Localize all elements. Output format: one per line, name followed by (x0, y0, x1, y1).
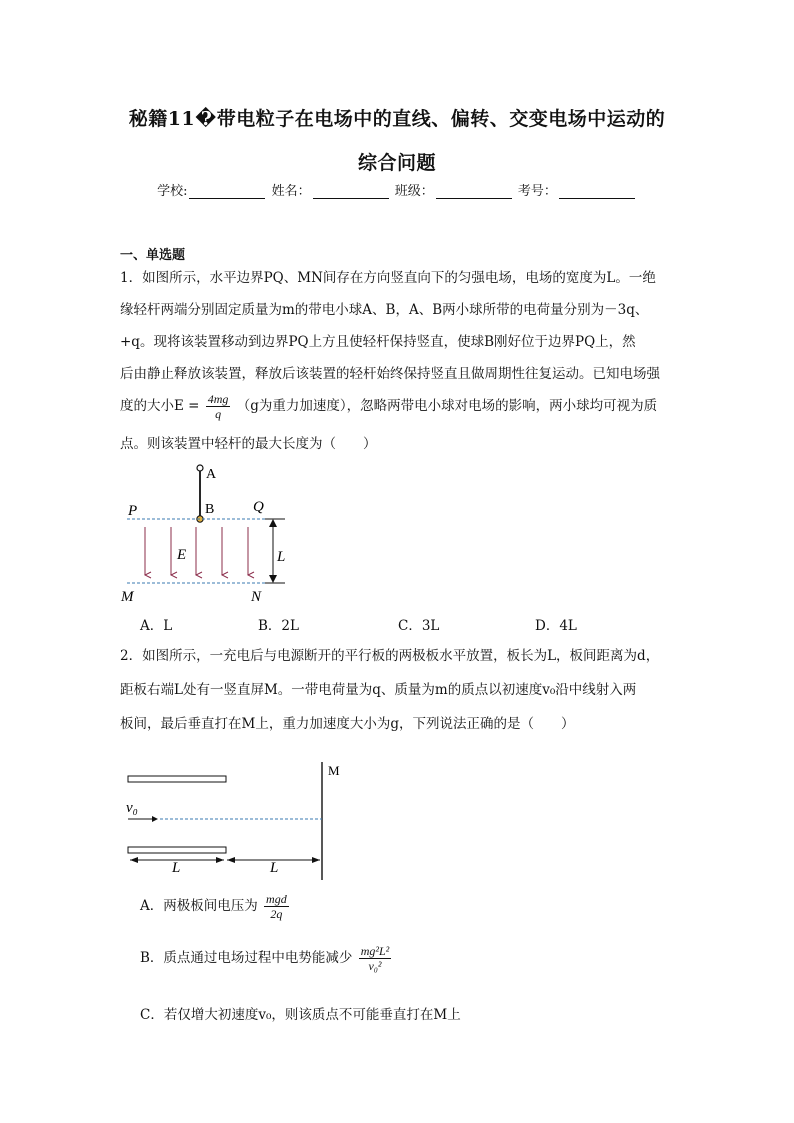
q2-option-b[interactable] (140, 944, 393, 973)
q1-line-1: 1．如图所示，水平边界PQ、MN间存在方向竖直向下的匀强电场，电场的宽度为L。一绝 (120, 270, 656, 286)
q2-option-b-text: B．质点通过电场过程中电势能减少 (140, 950, 353, 966)
q1-option-b[interactable]: B．2L (258, 618, 299, 634)
label-l: L (277, 549, 286, 565)
question-1 (120, 262, 680, 462)
q1-option-d[interactable]: D．4L (535, 618, 577, 634)
fraction-numerator: 4mg (207, 392, 229, 406)
q1-line-6: 点。则该装置中轻杆的最大长度为（ ） (120, 436, 377, 452)
label-m: M (121, 589, 134, 605)
exam-no-blank (559, 186, 635, 199)
exam-no-label: 考号： (517, 184, 557, 199)
section-title: 一、单选题 (120, 248, 186, 263)
label-b: B (205, 502, 215, 517)
dimension-arrow-icon (130, 857, 138, 863)
q2-line-2: 距板右端L处有一竖直屏M。一带电荷量为q、质量为m的质点以初速度v₀沿中线射入两 (120, 682, 637, 698)
potential-energy-fraction (359, 944, 392, 973)
fraction-denominator: 2q (270, 907, 283, 921)
fraction-numerator: mg²L² (360, 944, 390, 958)
dimension-arrow-down-icon (269, 575, 277, 583)
dimension-arrow-up-icon (269, 519, 277, 527)
page-title-line2: 综合问题 (357, 152, 436, 174)
dimension-arrow-icon (216, 857, 224, 863)
label-e: E (177, 547, 187, 563)
page-title-line1: 秘籍11�带电粒子在电场中的直线、偏转、交变电场中运动的 (128, 108, 666, 130)
q1-option-c[interactable]: C．3L (398, 618, 440, 634)
field-strength-fraction (206, 392, 231, 421)
velocity-arrowhead-icon (152, 816, 158, 822)
top-plate (128, 776, 226, 782)
voltage-fraction (264, 892, 289, 921)
school-label: 学校: (157, 184, 188, 199)
student-info-row (0, 180, 794, 199)
q2-option-a[interactable] (140, 892, 291, 921)
label-plate-length: L (172, 860, 181, 876)
q1-figure-electric-field (115, 460, 315, 605)
q2-option-c[interactable]: C．若仅增大初速度v₀，则该质点不可能垂直打在M上 (140, 1007, 461, 1023)
question-2 (120, 640, 680, 740)
name-label: 姓名： (271, 184, 311, 199)
school-blank (189, 186, 265, 199)
label-n: N (251, 589, 262, 605)
q1-line-5 (120, 390, 657, 422)
label-v0: v₀ (126, 800, 138, 816)
dimension-arrow-icon (227, 857, 235, 863)
q1-line-4: 后由静止释放该装置，释放后该装置的轻杆始终保持竖直且做周期性往复运动。已知电场强 (120, 366, 660, 382)
ball-a (197, 465, 203, 471)
q2-figure-parallel-plates (120, 760, 350, 885)
fraction-denominator: v₀² (368, 959, 382, 973)
bottom-plate (128, 847, 226, 853)
q1-line-3: +q。现将该装置移动到边界PQ上方且使轻杆保持竖直，使球B刚好位于边界PQ上，然 (120, 334, 636, 350)
dimension-arrow-icon (312, 857, 320, 863)
class-blank (436, 186, 512, 199)
q1-line-5-pre: 度的大小E = (120, 398, 200, 414)
fraction-denominator: q (215, 407, 222, 421)
label-a: A (206, 467, 217, 482)
q1-option-a[interactable]: A．L (140, 618, 173, 634)
label-screen-m: M (328, 763, 340, 778)
name-blank (313, 186, 389, 199)
class-label: 班级： (394, 184, 434, 199)
q1-line-2: 缘轻杆两端分别固定质量为m的带电小球A、B，A、B两小球所带的电荷量分别为－3q、 (120, 302, 649, 318)
label-p: P (128, 503, 138, 519)
q2-option-a-text: A．两极板间电压为 (140, 898, 258, 914)
label-q: Q (253, 499, 264, 515)
label-screen-distance: L (270, 860, 279, 876)
q1-line-5-post: （g为重力加速度），忽略两带电小球对电场的影响，两小球均可视为质 (236, 398, 658, 414)
q2-line-1: 2．如图所示，一充电后与电源断开的平行板的两极板水平放置，板长为L，板间距离为d， (120, 648, 660, 664)
fraction-numerator: mgd (266, 892, 287, 906)
q2-line-3: 板间，最后垂直打在M上，重力加速度大小为g，下列说法正确的是（ ） (120, 716, 575, 732)
